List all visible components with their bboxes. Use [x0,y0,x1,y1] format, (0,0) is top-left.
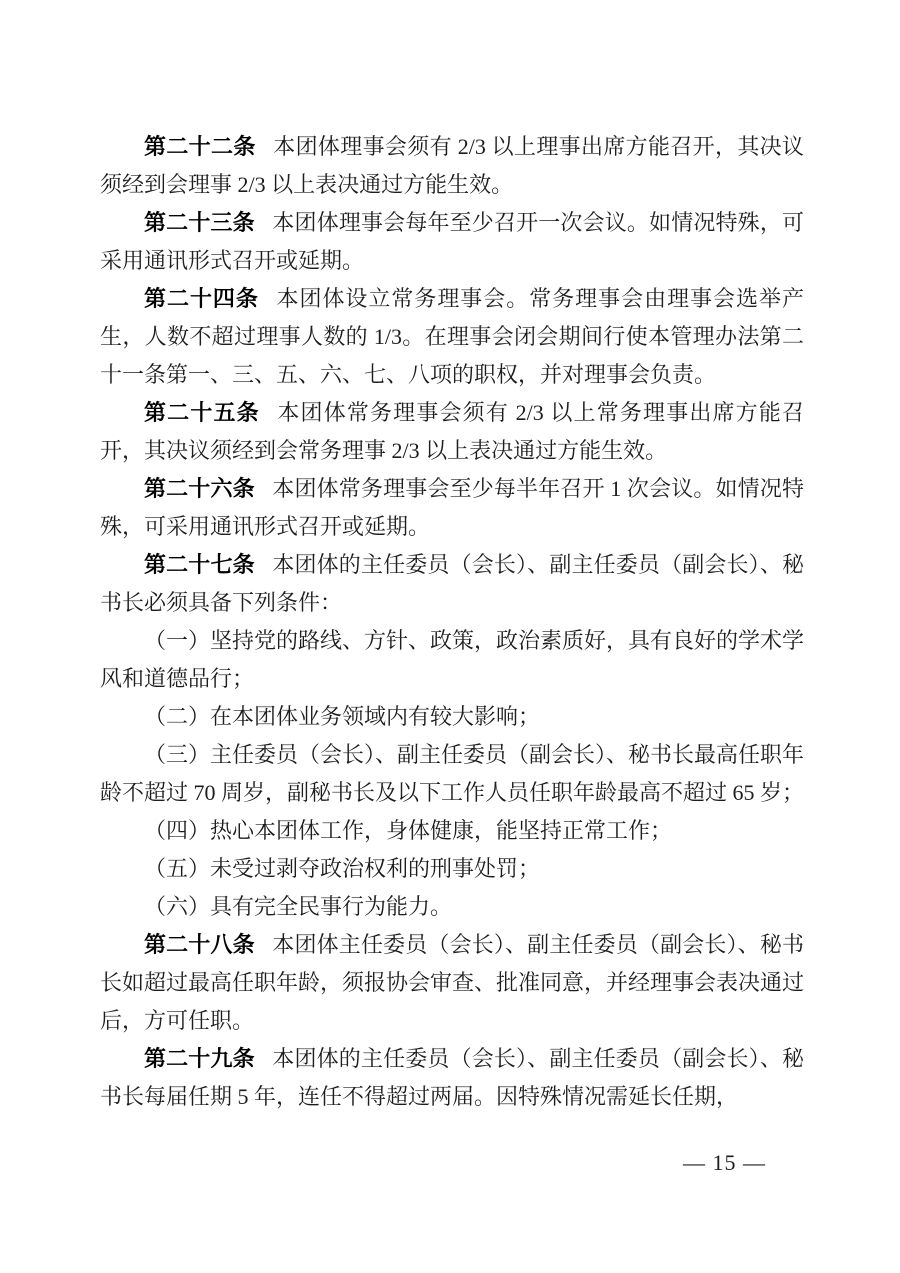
clause-item [100,622,804,698]
page-footer [683,1150,766,1176]
article-text: 本团体主任委员（会长）、副主任委员（副会长）、秘书长如超过最高任职年龄，须报协会审查、批准同意，并经理事会表决通过后，方可任职。 [100,932,805,1033]
article-paragraph [100,926,804,1040]
article-number: 第二十七条 [144,552,255,577]
article-number: 第二十二条 [144,134,256,159]
article-text: 本团体的主任委员（会长）、副主任委员（副会长）、秘书长必须具备下列条件： [100,552,804,615]
clause-text: （二）在本团体业务领域内有较大影响； [144,704,541,729]
article-number: 第二十三条 [144,210,255,235]
clause-item [100,850,804,888]
article-paragraph [100,470,804,546]
document-body [100,128,804,1116]
clause-item [100,736,804,812]
article-number: 第二十六条 [144,476,255,501]
article-paragraph [100,394,804,470]
article-text: 本团体常务理事会须有 2/3 以上常务理事出席方能召开，其决议须经到会常务理事 2/3 以上表决通过方能生效。 [100,400,804,463]
clause-item [100,888,804,926]
article-number: 第二十九条 [144,1046,255,1071]
article-text: 本团体设立常务理事会。常务理事会由理事会选举产生，人数不超过理事人数的 1/3。在理事会闭会期间行使本管理办法第二十一条第一、三、五、六、七、八项的职权，并对理事会负责。 [100,286,804,387]
article-number: 第二十四条 [144,286,259,311]
article-text: 本团体常务理事会至少每半年召开 1 次会议。如情况特殊，可采用通讯形式召开或延期。 [100,476,804,539]
clause-text: （五）未受过剥夺政治权利的刑事处罚； [144,856,541,881]
clause-text: （四）热心本团体工作，身体健康，能坚持正常工作； [144,818,673,843]
article-text: 本团体理事会每年至少召开一次会议。如情况特殊，可采用通讯形式召开或延期。 [100,210,804,273]
article-paragraph [100,204,804,280]
article-paragraph [100,546,804,622]
article-paragraph [100,280,804,394]
clause-text: （一）坚持党的路线、方针、政策，政治素质好，具有良好的学术学风和道德品行； [100,628,805,691]
article-paragraph [100,1040,804,1116]
article-text: 本团体的主任委员（会长）、副主任委员（副会长）、秘书长每届任期 5 年，连任不得超过两届。因特殊情况需延长任期， [100,1046,804,1109]
clause-item [100,812,804,850]
article-text: 本团体理事会须有 2/3 以上理事出席方能召开，其决议须经到会理事 2/3 以上表决通过方能生效。 [100,134,804,197]
clause-item [100,698,804,736]
clause-text: （六）具有完全民事行为能力。 [144,894,453,919]
page-number: — 15 — [683,1150,766,1175]
clause-text: （三）主任委员（会长）、副主任委员（副会长）、秘书长最高任职年龄不超过 70 周岁，副秘书长及以下工作人员任职年龄最高不超过 65 岁； [100,742,805,805]
article-number: 第二十八条 [144,932,255,957]
article-paragraph [100,128,804,204]
article-number: 第二十五条 [144,400,260,425]
